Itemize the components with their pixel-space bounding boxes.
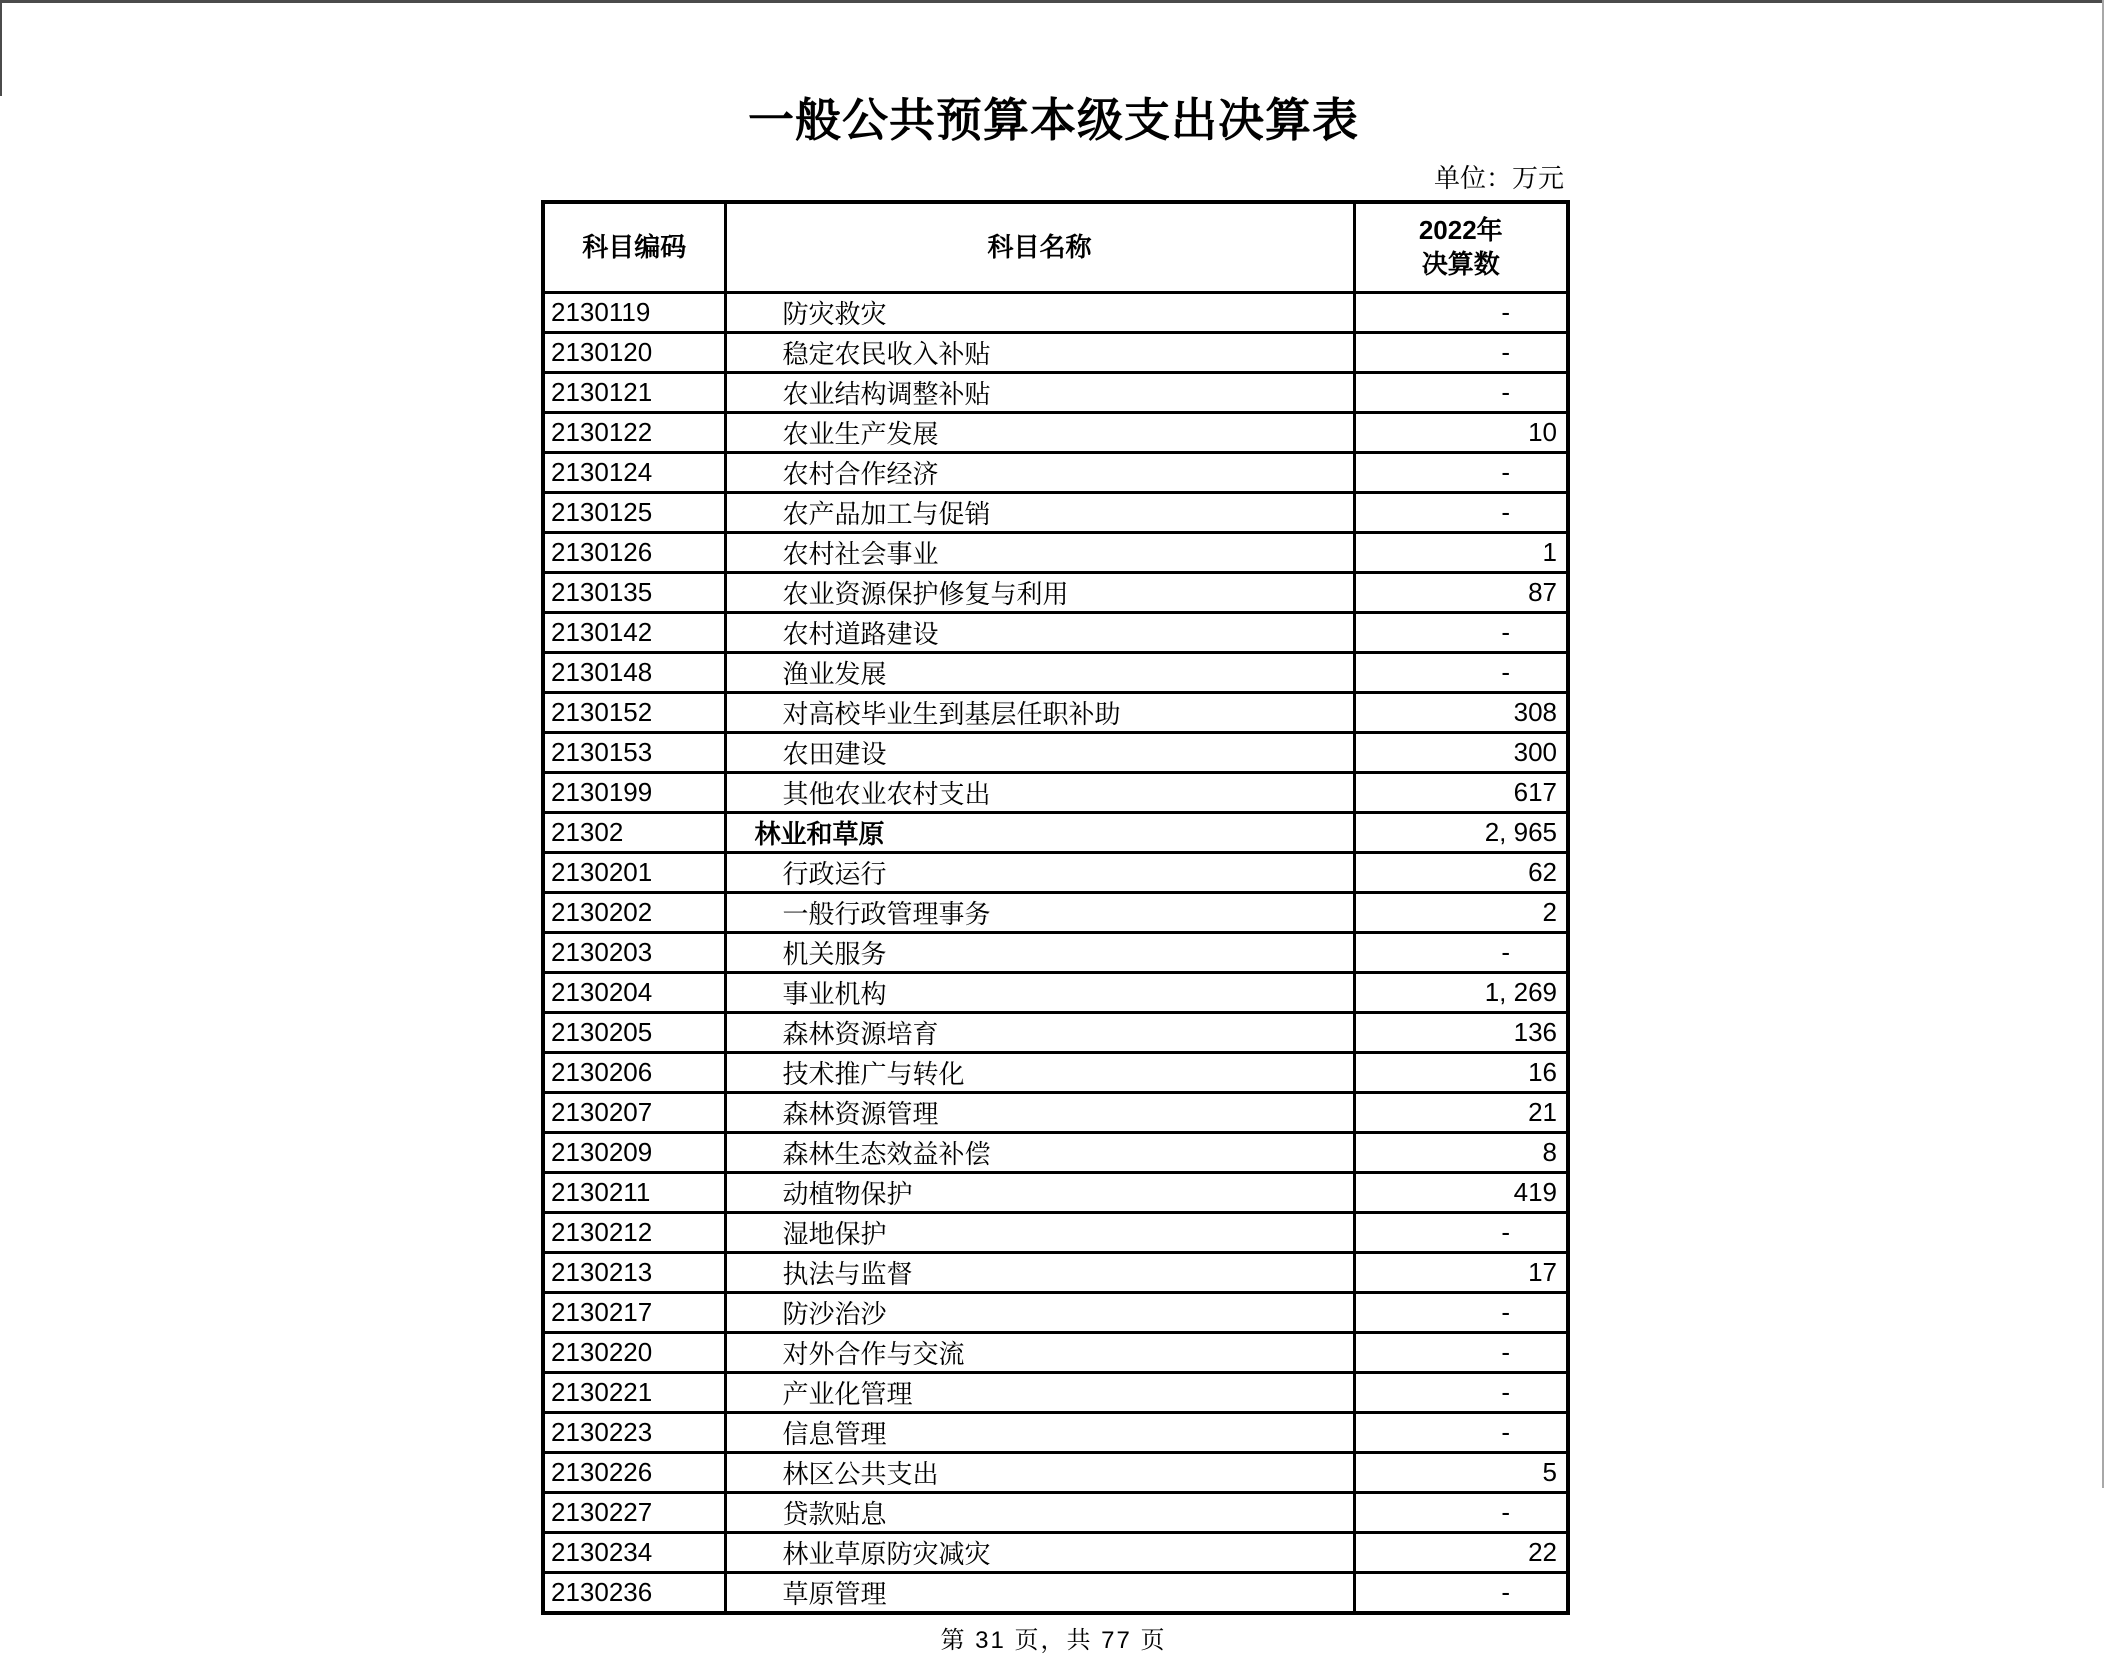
table-row [543, 1052, 1568, 1092]
table-row [543, 1492, 1568, 1532]
amount-cell: 419 [1354, 1172, 1568, 1212]
amount-cell: 5 [1354, 1452, 1568, 1492]
amount-cell: 1, 269 [1354, 972, 1568, 1012]
subject-code-cell: 2130203 [543, 932, 725, 972]
subject-code-cell: 2130202 [543, 892, 725, 932]
table-row [543, 1092, 1568, 1132]
table-row [543, 1252, 1568, 1292]
table-header [543, 202, 1568, 292]
subject-name-cell: 湿地保护 [725, 1212, 1354, 1252]
amount-cell: - [1354, 1332, 1568, 1372]
subject-name-cell: 其他农业农村支出 [725, 772, 1354, 812]
subject-code-cell: 2130142 [543, 612, 725, 652]
subject-code-cell: 2130209 [543, 1132, 725, 1172]
amount-cell: 87 [1354, 572, 1568, 612]
subject-code-cell: 2130119 [543, 292, 725, 332]
subject-code-cell: 2130125 [543, 492, 725, 532]
subject-code-cell: 2130120 [543, 332, 725, 372]
table-row [543, 932, 1568, 972]
subject-name-cell: 防沙治沙 [725, 1292, 1354, 1332]
amount-cell: - [1354, 452, 1568, 492]
table-row [543, 532, 1568, 572]
table-row [543, 1332, 1568, 1372]
amount-cell: 8 [1354, 1132, 1568, 1172]
amount-cell: - [1354, 652, 1568, 692]
amount-cell: - [1354, 1572, 1568, 1613]
subject-name-cell: 农业结构调整补贴 [725, 372, 1354, 412]
subject-code-cell: 2130212 [543, 1212, 725, 1252]
amount-cell: 136 [1354, 1012, 1568, 1052]
subject-name-cell: 贷款贴息 [725, 1492, 1354, 1532]
amount-cell: - [1354, 612, 1568, 652]
subject-code-cell: 2130207 [543, 1092, 725, 1132]
page-title: 一般公共预算本级支出决算表 [748, 94, 1359, 146]
amount-cell: 2, 965 [1354, 812, 1568, 852]
table-row [543, 372, 1568, 412]
subject-name-cell: 林业和草原 [725, 812, 1354, 852]
amount-cell: - [1354, 1372, 1568, 1412]
subject-code-cell: 2130226 [543, 1452, 725, 1492]
subject-code-cell: 2130153 [543, 732, 725, 772]
amount-cell: - [1354, 1412, 1568, 1452]
amount-cell: - [1354, 492, 1568, 532]
subject-name-cell: 技术推广与转化 [725, 1052, 1354, 1092]
amount-cell: 308 [1354, 692, 1568, 732]
table-row [543, 772, 1568, 812]
subject-name-cell: 农村道路建设 [725, 612, 1354, 652]
page-number-footer: 第 31 页，共 77 页 [940, 1626, 1167, 1654]
table-row [543, 1532, 1568, 1572]
subject-name-cell: 农业资源保护修复与利用 [725, 572, 1354, 612]
subject-code-cell: 2130234 [543, 1532, 725, 1572]
table-row [543, 732, 1568, 772]
table-header-row [543, 202, 1568, 292]
subject-name-cell: 渔业发展 [725, 652, 1354, 692]
subject-code-cell: 2130236 [543, 1572, 725, 1613]
column-header-subject-name: 科目名称 [725, 202, 1354, 292]
table-row [543, 1372, 1568, 1412]
column-header-subject-code: 科目编码 [543, 202, 725, 292]
table-row [543, 692, 1568, 732]
subject-code-cell: 2130201 [543, 852, 725, 892]
subject-name-cell: 农业生产发展 [725, 412, 1354, 452]
table-row [543, 652, 1568, 692]
table-row [543, 292, 1568, 332]
subject-name-cell: 对高校毕业生到基层任职补助 [725, 692, 1354, 732]
table-row [543, 1132, 1568, 1172]
window-left-border [0, 0, 2, 96]
amount-cell: 300 [1354, 732, 1568, 772]
subject-name-cell: 产业化管理 [725, 1372, 1354, 1412]
table-row [543, 492, 1568, 532]
amount-cell: - [1354, 1212, 1568, 1252]
column-header-2022-final [1354, 202, 1568, 292]
subject-name-cell: 森林资源管理 [725, 1092, 1354, 1132]
column-header-2022-line2: 决算数 [1421, 249, 1500, 280]
subject-name-cell: 执法与监督 [725, 1252, 1354, 1292]
amount-cell: - [1354, 292, 1568, 332]
amount-cell: 62 [1354, 852, 1568, 892]
table-row [543, 1012, 1568, 1052]
subject-name-cell: 机关服务 [725, 932, 1354, 972]
subject-name-cell: 森林生态效益补偿 [725, 1132, 1354, 1172]
subject-code-cell: 2130122 [543, 412, 725, 452]
amount-cell: 10 [1354, 412, 1568, 452]
table-row [543, 1292, 1568, 1332]
subject-code-cell: 2130205 [543, 1012, 725, 1052]
amount-cell: 17 [1354, 1252, 1568, 1292]
subject-code-cell: 2130221 [543, 1372, 725, 1412]
subject-name-cell: 农村社会事业 [725, 532, 1354, 572]
subject-name-cell: 事业机构 [725, 972, 1354, 1012]
subject-code-cell: 2130148 [543, 652, 725, 692]
column-header-2022-line1: 2022年 [1418, 215, 1503, 246]
subject-code-cell: 2130220 [543, 1332, 725, 1372]
amount-cell: - [1354, 932, 1568, 972]
amount-cell: 16 [1354, 1052, 1568, 1092]
document-content [541, 0, 1566, 1655]
unit-label: 单位：万元 [1433, 163, 1564, 193]
subject-name-cell: 动植物保护 [725, 1172, 1354, 1212]
subject-name-cell: 行政运行 [725, 852, 1354, 892]
table-row [543, 1412, 1568, 1452]
table-row [543, 812, 1568, 852]
amount-cell: 2 [1354, 892, 1568, 932]
amount-cell: - [1354, 1492, 1568, 1532]
table-row [543, 1172, 1568, 1212]
subject-name-cell: 对外合作与交流 [725, 1332, 1354, 1372]
amount-cell: - [1354, 332, 1568, 372]
subject-code-cell: 2130124 [543, 452, 725, 492]
table-row [543, 1572, 1568, 1613]
subject-name-cell: 林业草原防灾减灾 [725, 1532, 1354, 1572]
subject-code-cell: 2130223 [543, 1412, 725, 1452]
amount-cell: 1 [1354, 532, 1568, 572]
table-row [543, 612, 1568, 652]
table-row [543, 1452, 1568, 1492]
table-row [543, 852, 1568, 892]
subject-name-cell: 农村合作经济 [725, 452, 1354, 492]
table-row [543, 972, 1568, 1012]
subject-code-cell: 2130211 [543, 1172, 725, 1212]
table-row [543, 412, 1568, 452]
subject-name-cell: 草原管理 [725, 1572, 1354, 1613]
subject-code-cell: 2130152 [543, 692, 725, 732]
subject-code-cell: 2130227 [543, 1492, 725, 1532]
table-row [543, 1212, 1568, 1252]
amount-cell: 21 [1354, 1092, 1568, 1132]
subject-code-cell: 2130217 [543, 1292, 725, 1332]
amount-cell: - [1354, 372, 1568, 412]
amount-cell: 22 [1354, 1532, 1568, 1572]
subject-name-cell: 防灾救灾 [725, 292, 1354, 332]
table-row [543, 892, 1568, 932]
budget-table [541, 200, 1570, 1615]
subject-name-cell: 森林资源培育 [725, 1012, 1354, 1052]
subject-code-cell: 2130204 [543, 972, 725, 1012]
subject-name-cell: 林区公共支出 [725, 1452, 1354, 1492]
subject-name-cell: 信息管理 [725, 1412, 1354, 1452]
table-body [543, 292, 1568, 1613]
subject-name-cell: 农产品加工与促销 [725, 492, 1354, 532]
subject-code-cell: 2130213 [543, 1252, 725, 1292]
amount-cell: 617 [1354, 772, 1568, 812]
subject-name-cell: 一般行政管理事务 [725, 892, 1354, 932]
subject-code-cell: 2130199 [543, 772, 725, 812]
table-row [543, 332, 1568, 372]
subject-code-cell: 2130135 [543, 572, 725, 612]
subject-code-cell: 2130121 [543, 372, 725, 412]
subject-code-cell: 2130206 [543, 1052, 725, 1092]
subject-name-cell: 稳定农民收入补贴 [725, 332, 1354, 372]
table-row [543, 452, 1568, 492]
subject-code-cell: 2130126 [543, 532, 725, 572]
subject-code-cell: 21302 [543, 812, 725, 852]
table-row [543, 572, 1568, 612]
subject-name-cell: 农田建设 [725, 732, 1354, 772]
amount-cell: - [1354, 1292, 1568, 1332]
